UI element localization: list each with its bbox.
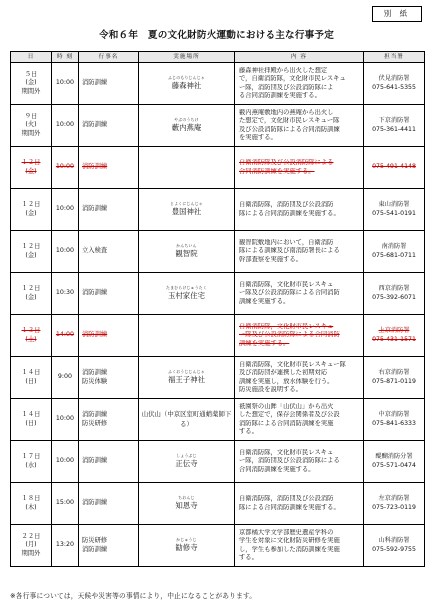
footnote: ※各行事については，天候や災害等の事情により，中止になることがあります。 — [10, 592, 257, 600]
station-cell — [364, 147, 425, 189]
date-line: (金) — [25, 209, 37, 217]
station-name: 東山消防署 — [378, 201, 410, 209]
time-value: 10:00 — [55, 163, 75, 171]
date-cell — [11, 315, 52, 357]
time-value: 14:00 — [55, 331, 75, 339]
date-cell — [11, 357, 52, 399]
date-line: (日) — [25, 377, 37, 385]
header-event: 行事名 — [79, 52, 139, 63]
station-name: 中京消防署 — [378, 411, 410, 419]
content-line: 藪内燕庵敷地内の燕庵から出火し — [239, 108, 334, 116]
page-title: 令和６年 夏の文化財防火運動における主な行事予定 — [98, 30, 335, 41]
venue-name: 藤森神社 — [171, 80, 202, 90]
content-line: ー隊及び公設消防隊による合同消防 — [239, 289, 340, 297]
content-line: 自衛消防隊，文化財市民レスキュ — [239, 322, 334, 330]
date-line: １３日 — [21, 327, 41, 335]
event-type: 防災体験 — [82, 377, 108, 385]
content-line: 訓練を実施し，放水体験を行う。 — [239, 377, 334, 385]
event-type-cell — [79, 357, 139, 399]
content-line: 自衛消防隊，文化財市民レスキュー隊 — [239, 360, 346, 368]
date-line: １２日 — [21, 285, 41, 293]
attachment-tag: 別 紙 — [372, 6, 422, 22]
venue-cell — [139, 147, 235, 189]
venue-name: 藪内燕庵 — [171, 122, 202, 132]
station-cell — [364, 231, 425, 273]
content-line: 防災施設を説明する。 — [239, 385, 302, 393]
station-name: 西京消防署 — [378, 285, 410, 293]
table-row — [11, 231, 425, 273]
event-type-cell — [79, 273, 139, 315]
table-row — [11, 483, 425, 525]
event-type: 消防訓練 — [82, 205, 108, 213]
time-value: 10:00 — [55, 121, 75, 129]
date-line: 期間外 — [21, 549, 41, 557]
date-line: ９日 — [24, 112, 38, 120]
venue-cell — [139, 315, 235, 357]
content-line: 隊による合同消防訓練を実施する。 — [239, 209, 340, 217]
header-venue: 実施場所 — [139, 52, 235, 63]
table-row — [11, 105, 425, 147]
time-cell — [52, 273, 79, 315]
date-line: １７日 — [21, 453, 41, 461]
venue-cell — [139, 231, 235, 273]
event-type: 消防訓練 — [82, 411, 108, 419]
venue-reading: やぶのうちけ — [174, 117, 199, 123]
date-cell — [11, 231, 52, 273]
content-line: 及び公設消防隊による合同消防訓練 — [239, 125, 340, 133]
date-cell — [11, 273, 52, 315]
venue-name: 玉村家住宅 — [168, 290, 205, 300]
content-cell — [235, 273, 364, 315]
time-cell — [52, 147, 79, 189]
time-value: 10:00 — [55, 205, 75, 213]
event-type: 立入検査 — [82, 247, 108, 255]
station-phone: 075-723-0119 — [372, 503, 416, 511]
content-cell — [235, 231, 364, 273]
event-type-cell — [79, 63, 139, 105]
content-line: 幹部査察を実施する。 — [239, 255, 302, 263]
station-phone: 075-571-0474 — [372, 461, 416, 469]
station-cell — [364, 189, 425, 231]
event-type-cell — [79, 399, 139, 441]
venue-reading: かんちいん — [176, 243, 197, 249]
venue-name: 山伏山（中京区室町通蛸薬師下る） — [141, 410, 232, 428]
date-cell — [11, 483, 52, 525]
station-phone: 075-361-4411 — [372, 125, 416, 133]
station-phone: 075-841-6333 — [372, 419, 416, 427]
content-line: 訓練を実施する。 — [239, 297, 290, 305]
date-cell — [11, 441, 52, 483]
time-cell — [52, 105, 79, 147]
content-cell — [235, 357, 364, 399]
content-line: 自衛消防隊，消防団及び公設消防 — [239, 201, 334, 209]
content-line: 自衛消防隊及び公設消防隊による — [239, 159, 334, 167]
date-line: (金) — [25, 293, 37, 301]
event-type: 消防訓練 — [82, 457, 108, 465]
date-line: １２日 — [21, 243, 41, 251]
venue-cell — [139, 273, 235, 315]
station-phone: 075-592-9755 — [372, 545, 416, 553]
content-cell — [235, 63, 364, 105]
date-cell — [11, 189, 52, 231]
event-type: 消防訓練 — [82, 79, 108, 87]
event-type: 防災研修 — [82, 419, 108, 427]
date-line: (木) — [25, 503, 37, 511]
content-cell — [235, 147, 364, 189]
content-cell — [235, 105, 364, 147]
event-type-cell — [79, 147, 139, 189]
station-name: 伏見消防署 — [378, 75, 410, 83]
time-value: 10:00 — [55, 415, 75, 423]
date-line: (日) — [25, 419, 37, 427]
venue-cell — [139, 441, 235, 483]
time-value: 9:00 — [57, 373, 73, 381]
content-line: 祇園祭の山鉾「山伏山」から出火 — [239, 402, 334, 410]
content-line: ー隊及び公設消防隊による合同消防 — [239, 331, 340, 339]
date-line: (土) — [25, 335, 37, 343]
time-cell — [52, 399, 79, 441]
station-name: 左京消防署 — [378, 495, 410, 503]
time-cell — [52, 315, 79, 357]
date-line: １２日 — [21, 159, 41, 167]
content-line: ー隊，消防団及び公設消防隊によ — [239, 83, 334, 91]
header-date: 日 — [11, 52, 52, 63]
station-cell — [364, 483, 425, 525]
station-phone: 075-871-0119 — [372, 377, 416, 385]
content-cell — [235, 189, 364, 231]
content-line: 藤森神社拝殿から出火した想定 — [239, 66, 328, 74]
time-cell — [52, 525, 79, 567]
event-type-cell — [79, 231, 139, 273]
date-line: １８日 — [21, 495, 41, 503]
station-cell — [364, 63, 425, 105]
station-name: 南消防署 — [381, 243, 407, 251]
date-line: (火) — [25, 121, 37, 129]
event-type: 消防訓練 — [82, 121, 108, 129]
station-phone: 075-641-5355 — [372, 83, 416, 91]
venue-reading: ふくおうじじんじゃ — [168, 369, 205, 375]
content-line: 合同消防訓練を実施する。 — [239, 167, 315, 175]
event-type: 消防訓練 — [82, 331, 108, 339]
venue-name: 知恩寺 — [175, 500, 198, 510]
venue-name: 豊国神社 — [171, 206, 202, 216]
venue-name: 福王子神社 — [168, 374, 205, 384]
venue-cell — [139, 399, 235, 441]
table-row — [11, 525, 425, 567]
content-line: 京都橘大学文学部歴史遺産学科の — [239, 528, 334, 536]
event-type-cell — [79, 105, 139, 147]
station-name: 右京消防署 — [378, 369, 410, 377]
content-line: し，学生も参加した消防訓練を実施 — [239, 545, 340, 553]
event-type: 消防訓練 — [82, 163, 108, 171]
date-line: １４日 — [21, 369, 41, 377]
content-line: 観智院敷地内において，自衛消防 — [239, 238, 334, 246]
event-type: 消防訓練 — [82, 499, 108, 507]
table-row — [11, 357, 425, 399]
date-line: (月) — [25, 541, 37, 549]
content-line: で，自衛消防隊，文化財市民レスキュ — [239, 75, 346, 83]
content-line: た想定で，文化財市民レスキュー隊 — [239, 117, 340, 125]
content-cell — [235, 525, 364, 567]
venue-cell — [139, 105, 235, 147]
date-cell — [11, 63, 52, 105]
time-cell — [52, 483, 79, 525]
venue-reading: ちおんじ — [178, 495, 195, 501]
date-cell — [11, 105, 52, 147]
station-phone: 075-491-4148 — [372, 163, 416, 171]
event-type: 防災研修 — [82, 537, 108, 545]
time-value: 10:00 — [55, 457, 75, 465]
venue-cell — [139, 483, 235, 525]
table-row — [11, 147, 425, 189]
station-name: 醍醐消防分署 — [375, 453, 413, 461]
date-cell — [11, 147, 52, 189]
time-cell — [52, 357, 79, 399]
table-row — [11, 441, 425, 483]
station-phone: 075-681-0711 — [372, 251, 416, 259]
content-cell — [235, 399, 364, 441]
date-line: (金) — [25, 167, 37, 175]
date-line: 期間外 — [21, 87, 41, 95]
time-value: 10:00 — [55, 247, 75, 255]
header-station: 担当署 — [364, 52, 425, 63]
time-cell — [52, 231, 79, 273]
time-value: 15:00 — [55, 499, 75, 507]
content-line: する。 — [239, 427, 258, 435]
content-cell — [235, 483, 364, 525]
venue-cell — [139, 525, 235, 567]
time-cell — [52, 441, 79, 483]
content-cell — [235, 441, 364, 483]
venue-reading: しょうぶじ — [176, 453, 197, 459]
date-cell — [11, 525, 52, 567]
station-cell — [364, 525, 425, 567]
event-type-cell — [79, 483, 139, 525]
event-type: 消防訓練 — [82, 289, 108, 297]
table-row — [11, 399, 425, 441]
content-cell — [235, 315, 364, 357]
station-cell — [364, 357, 425, 399]
content-line: る合同消防訓練を実施する。 — [239, 91, 321, 99]
date-cell — [11, 399, 52, 441]
content-line: 隊による訓練及び南消防署長による — [239, 247, 340, 255]
time-cell — [52, 63, 79, 105]
time-value: 13:20 — [55, 541, 75, 549]
date-line: (金) — [25, 251, 37, 259]
content-line: 及び消防団が連携した初期対応 — [239, 369, 328, 377]
content-line: 訓練を実施する。 — [239, 339, 290, 347]
date-line: １４日 — [21, 411, 41, 419]
content-line: 消防隊による合同消防訓練を実施 — [239, 419, 334, 427]
station-cell — [364, 315, 425, 357]
venue-reading: ふじのもりじんじゃ — [168, 75, 205, 81]
station-phone: 075-541-0191 — [372, 209, 416, 217]
station-phone: 075-431-1571 — [372, 335, 416, 343]
venue-reading: たまむらけじゅうたく — [166, 285, 207, 291]
venue-name: 正伝寺 — [175, 458, 198, 468]
station-cell — [364, 399, 425, 441]
content-line: 自衛消防隊，消防団及び公設消防 — [239, 495, 334, 503]
table-row — [11, 315, 425, 357]
content-line: 学生を対象に文化財防災研修を実施 — [239, 537, 340, 545]
station-cell — [364, 105, 425, 147]
header-content: 内 容 — [235, 52, 364, 63]
content-line: 自衛消防隊，文化財市民レスキュ — [239, 280, 334, 288]
event-type-cell — [79, 441, 139, 483]
venue-reading: かじゅうじ — [176, 537, 197, 543]
content-line: した想定で，保存会関係者及び公設 — [239, 411, 340, 419]
venue-name: 勧修寺 — [175, 542, 198, 552]
venue-cell — [139, 63, 235, 105]
table-row — [11, 273, 425, 315]
content-line: する。 — [239, 553, 258, 561]
content-line: を実施する。 — [239, 133, 277, 141]
station-cell — [364, 273, 425, 315]
venue-cell — [139, 357, 235, 399]
venue-name: 観智院 — [175, 248, 198, 258]
table-row — [11, 63, 425, 105]
venue-reading: とよくにじんじゃ — [170, 201, 203, 207]
content-line: 合同消防訓練を実施する。 — [239, 465, 315, 473]
date-line: １２日 — [21, 201, 41, 209]
station-name: 山科消防署 — [378, 537, 410, 545]
event-type-cell — [79, 525, 139, 567]
event-type: 消防訓練 — [82, 369, 108, 377]
station-cell — [364, 441, 425, 483]
station-phone: 075-392-6071 — [372, 293, 416, 301]
table-header-row — [11, 52, 425, 63]
table-row — [11, 189, 425, 231]
date-line: ２２日 — [21, 532, 41, 540]
venue-cell — [139, 189, 235, 231]
event-type: 消防訓練 — [82, 545, 108, 553]
header-time: 時 刻 — [52, 52, 79, 63]
content-line: 自衛消防隊，文化財市民レスキュ — [239, 448, 334, 456]
content-line: ー隊，消防団及び公設消防隊による — [239, 457, 340, 465]
time-value: 10:30 — [55, 289, 75, 297]
date-line: (金) — [25, 79, 37, 87]
time-cell — [52, 189, 79, 231]
station-name: 下京消防署 — [378, 117, 410, 125]
event-type-cell — [79, 315, 139, 357]
date-line: 期間外 — [21, 129, 41, 137]
date-line: (水) — [25, 461, 37, 469]
time-value: 10:00 — [55, 79, 75, 87]
schedule-table — [10, 51, 425, 567]
station-name: 上京消防署 — [378, 327, 410, 335]
event-type-cell — [79, 189, 139, 231]
content-line: 隊による合同消防訓練を実施する。 — [239, 503, 340, 511]
date-line: ５日 — [24, 70, 38, 78]
